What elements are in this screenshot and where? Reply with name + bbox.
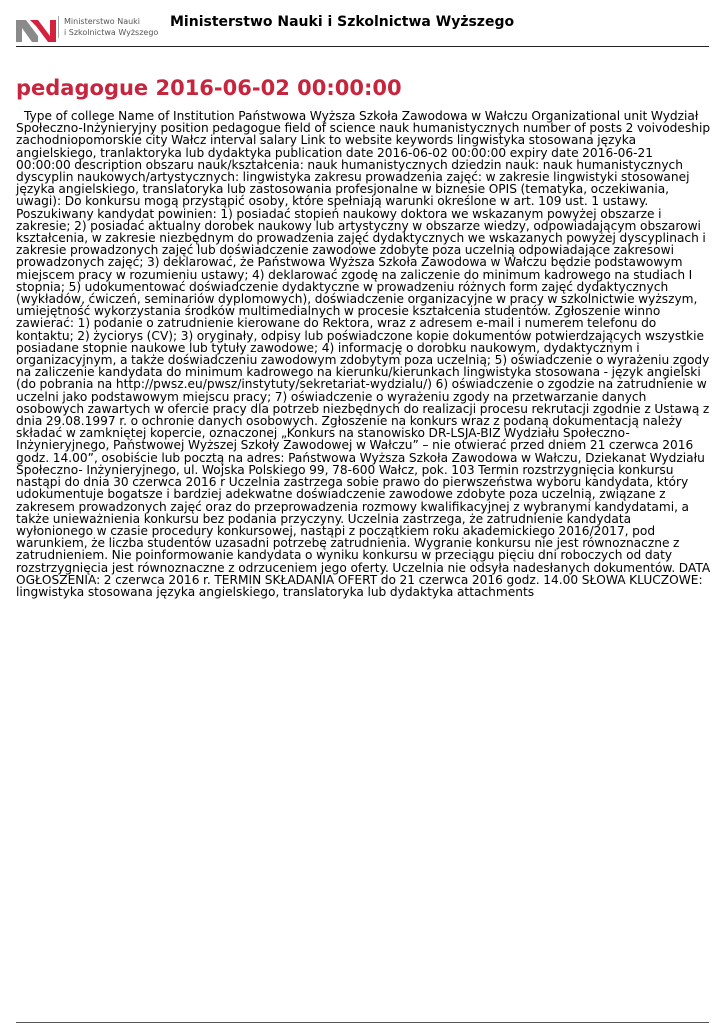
page-header: [16, 12, 709, 47]
logo-divider: [58, 16, 59, 38]
logo-text-line-1: Ministerstwo Nauki: [64, 17, 141, 26]
ministry-logo-text: [64, 16, 158, 38]
header-title: Ministerstwo Nauki i Szkolnictwa Wyższego: [170, 14, 515, 30]
page-title: pedagogue 2016-06-02 00:00:00: [16, 76, 402, 100]
footer-divider: [16, 1022, 709, 1023]
job-description-text: Type of college Name of Institution Państwowa Wyższa Szkoła Zawodowa w Wałczu Organizational unit Wydział Społeczno-Inżynieryjny position pedagogue field of science nauk humanistycznych number of posts 2 voivodeship zachodniopomorskie city Wałcz interval salary Link to website keywords lingwistyka stosowana języka angielskiego, tranlaktoryka lub dydaktyka publication date 2016-06-02 00:00:00 expiry date 2016-06-21 00:00:00 description obszaru nauk/kształcenia: nauk humanistycznych dziedzin nauk: nauk humanistycznych dyscyplin naukowych/artystycznych: lingwistyka zakresu prowadzenia zajęć: w zakresie lingwistyki stosowanej języka angielskiego, translatoryka lub zastosowania profesjonalne w biznesie OPIS (tematyka, oczekiwania, uwagi): Do konkursu mogą przystąpić osoby, które spełniają warunki określone w art. 109 ust. 1 ustawy. Poszukiwany kandydat powinien: 1) posiadać stopień naukowy doktora we wskazanym powyżej obszarze i zakresie; 2) posiadać aktualny dorobek naukowy lub artystyczny w obszarze wiedzy, odpowiadającym obszarowi kształcenia, w zakresie niezbędnym do prowadzenia zajęć dydaktycznych we wskazanych powyżej dyscyplinach i zakresie prowadzonych zajęć lub doświadczenie zawodowe zdobyte poza uczelnią odpowiadające zakresowi prowadzonych zajęć; 3) deklarować, że Państwowa Wyższa Szkoła Zawodowa w Wałczu będzie podstawowym miejscem pracy w rozumieniu ustawy; 4) deklarować zgodę na zaliczenie do minimum kadrowego na studiach I stopnia; 5) udokumentować doświadczenie dydaktyczne w prowadzeniu różnych form zajęć dydaktycznych (wykładów, ćwiczeń, seminariów dyplomowych), doświadczenie organizacyjne w pracy w szkolnictwie wyższym, umiejętność wykorzystania środków multimedialnych w procesie kształcenia studentów. Zgłoszenie winno zawierać: 1) podanie o zatrudnienie kierowane do Rektora, wraz z adresem e-mail i numerem telefonu do kontaktu; 2) życiorys (CV); 3) oryginały, odpisy lub poświadczone kopie dokumentów potwierdzających wszystkie posiadane stopnie naukowe lub tytuły zawodowe; 4) informację o dorobku naukowym, dydaktycznym i organizacyjnym, a także doświadczeniu zawodowym zdobytym poza uczelnią; 5) oświadczenie o wyrażeniu zgody na zaliczenie kandydata do minimum kadrowego na kierunku/kierunkach lingwistyka stosowana - język angielski (do pobrania na http://pwsz.eu/pwsz/instytuty/sekretariat-wydzialu/) 6) oświadczenie o zgodzie na zatrudnienie w uczelni jako podstawowym miejscu pracy; 7) oświadczenie o wyrażeniu zgody na przetwarzanie danych osobowych zawartych w ofercie pracy dla potrzeb niezbędnych do realizacji procesu rekrutacji zgodnie z Ustawą z dnia 29.08.1997 r. o ochronie danych osobowych. Zgłoszenie na konkurs wraz z podaną dokumentacją należy składać w zamkniętej kopercie, oznaczonej „Konkurs na stanowisko DR-LSJA-BIZ Wydziału Społeczno-Inżynieryjnego, Państwowej Wyższej Szkoły Zawodowej w Wałczu” – nie otwierać przed dniem 21 czerwca 2016 godz. 14.00”, osobiście lub pocztą na adres: Państwowa Wyższa Szkoła Zawodowa w Wałczu, Dziekanat Wydziału Społeczno- Inżynieryjnego, ul. Wojska Polskiego 99, 78-600 Wałcz, pok. 103 Termin rozstrzygnięcia konkursu nastąpi do dnia 30 czerwca 2016 r Uczelnia zastrzega sobie prawo do pierwszeństwa wyboru kandydata, który udokumentuje bogatsze i bardziej adekwatne doświadczenie zawodowe zdobyte poza uczelnią, związane z zakresem prowadzonych zajęć oraz do przeprowadzenia rozmowy kwalifikacyjnej z wybranymi kandydatami, a także unieważnienia konkursu bez podania przyczyny. Uczelnia zastrzega, że zatrudnienie kandydata wyłonionego w czasie procedury konkursowej, nastąpi z początkiem roku akademickiego 2016/2017, pod warunkiem, że liczba studentów uzasadni potrzebę zatrudnienia. Wygranie konkursu nie jest równoznaczne z zatrudnieniem. Nie poinformowanie kandydata o wyniku konkursu w przeciągu pięciu dni roboczych od daty rozstrzygnięcia jest równoznaczne z odrzuceniem jego oferty. Uczelnia nie odsyła nadesłanych dokumentów. DATA OGŁOSZENIA: 2 czerwca 2016 r. TERMIN SKŁADANIA OFERT do 21 czerwca 2016 godz. 14.00 SŁOWA KLUCZOWE: lingwistyka stosowana języka angielskiego, translatoryka lub dydaktyka attachments: [16, 109, 711, 599]
ministry-logo-icon: [16, 16, 56, 42]
logo-text-line-2: i Szkolnictwa Wyższego: [64, 28, 159, 37]
